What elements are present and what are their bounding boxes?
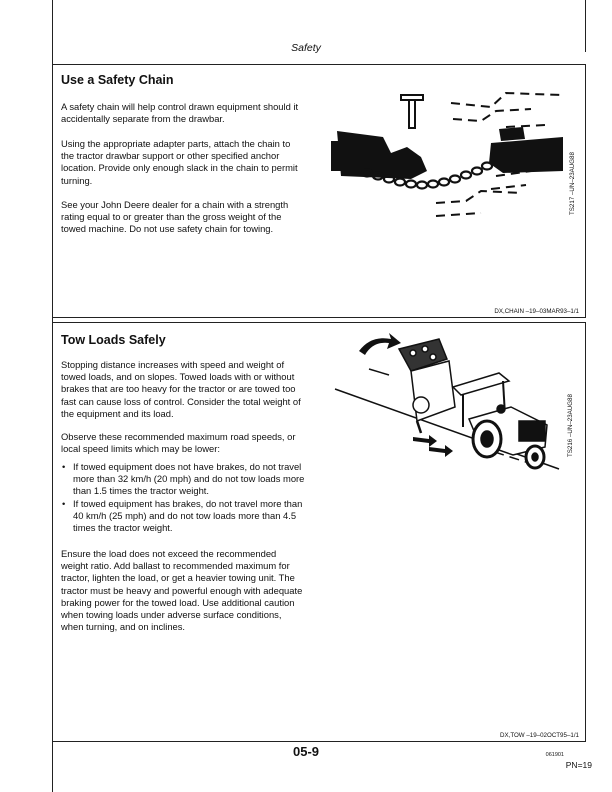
tow-loads-section	[52, 322, 586, 742]
implement-hitch	[489, 127, 563, 173]
section-header: Safety	[291, 42, 321, 54]
speed-limit-list	[61, 461, 361, 534]
tow-loads-closing-paragraph: Ensure the load does not exceed the recommended weight ratio. Add ballast to recommended maximum for tractor, lighten the load, or get a heavier towing unit. The tractor must be heavy and powerful enough with adequate braking power for the towed load. Use additional caution when towing loads under adverse surface conditions, when turning, and on inclines.	[61, 548, 303, 633]
page-number: 05-9	[292, 744, 320, 759]
tractor-towing-illustration	[329, 329, 565, 479]
safety-chain-paragraph-1: A safety chain will help control drawn equipment should it accidentally separate from the drawbar.	[61, 101, 299, 125]
safety-chain-title: Use a Safety Chain	[61, 73, 174, 87]
tipping-arrow	[359, 333, 401, 355]
safety-chain-section	[52, 64, 586, 318]
safety-chain-figure-code: TS217 –UN–23AUG88	[569, 152, 576, 215]
safety-chain-reference: DX,CHAIN –19–03MAR93–1/1	[494, 308, 579, 315]
safety-chain-paragraph-3: See your John Deere dealer for a chain with a strength rating equal to or greater than the gross weight of the towed machine. Do not use safety chain for towing.	[61, 199, 289, 235]
speed-limit-item-no-brakes: • If towed equipment does not have brakes, do not travel more than 32 km/h (20 mph) and do not tow loads more than 1.5 times the tractor weight.	[61, 461, 361, 498]
speed-limit-item-brakes: • If towed equipment has brakes, do not travel more than 40 km/h (25 mph) and do not tow loads more than 4.5 times the tractor weight.	[61, 498, 361, 535]
overloaded-wagon	[399, 339, 455, 433]
print-date-code: 061901	[545, 752, 564, 758]
safety-chain-paragraph-2: Using the appropriate adapter parts, attach the chain to the tractor drawbar support or other specified anchor location. Provide only enough slack in the chain to permit turning.	[61, 138, 298, 186]
tow-loads-title: Tow Loads Safely	[61, 333, 166, 347]
pn-code: PN=19	[565, 760, 592, 770]
tow-loads-figure-code: TS216 –UN–23AUG88	[567, 394, 574, 457]
tow-loads-reference: DX,TOW –19–02OCT95–1/1	[500, 732, 579, 739]
tow-loads-paragraph-2: Observe these recommended maximum road speeds, or local speed limits which may be lower:	[61, 431, 296, 455]
safety-chain-illustration	[331, 81, 567, 241]
motion-arrows	[413, 435, 453, 457]
tow-loads-paragraph-1: Stopping distance increases with speed and weight of towed loads, and on slopes. Towed loads with or without brakes that are too heavy for the tractor or are towed too fast can cause loss of control. Consider the total weight of the equipment and its load.	[61, 359, 301, 419]
drawbar-pin	[401, 95, 423, 128]
